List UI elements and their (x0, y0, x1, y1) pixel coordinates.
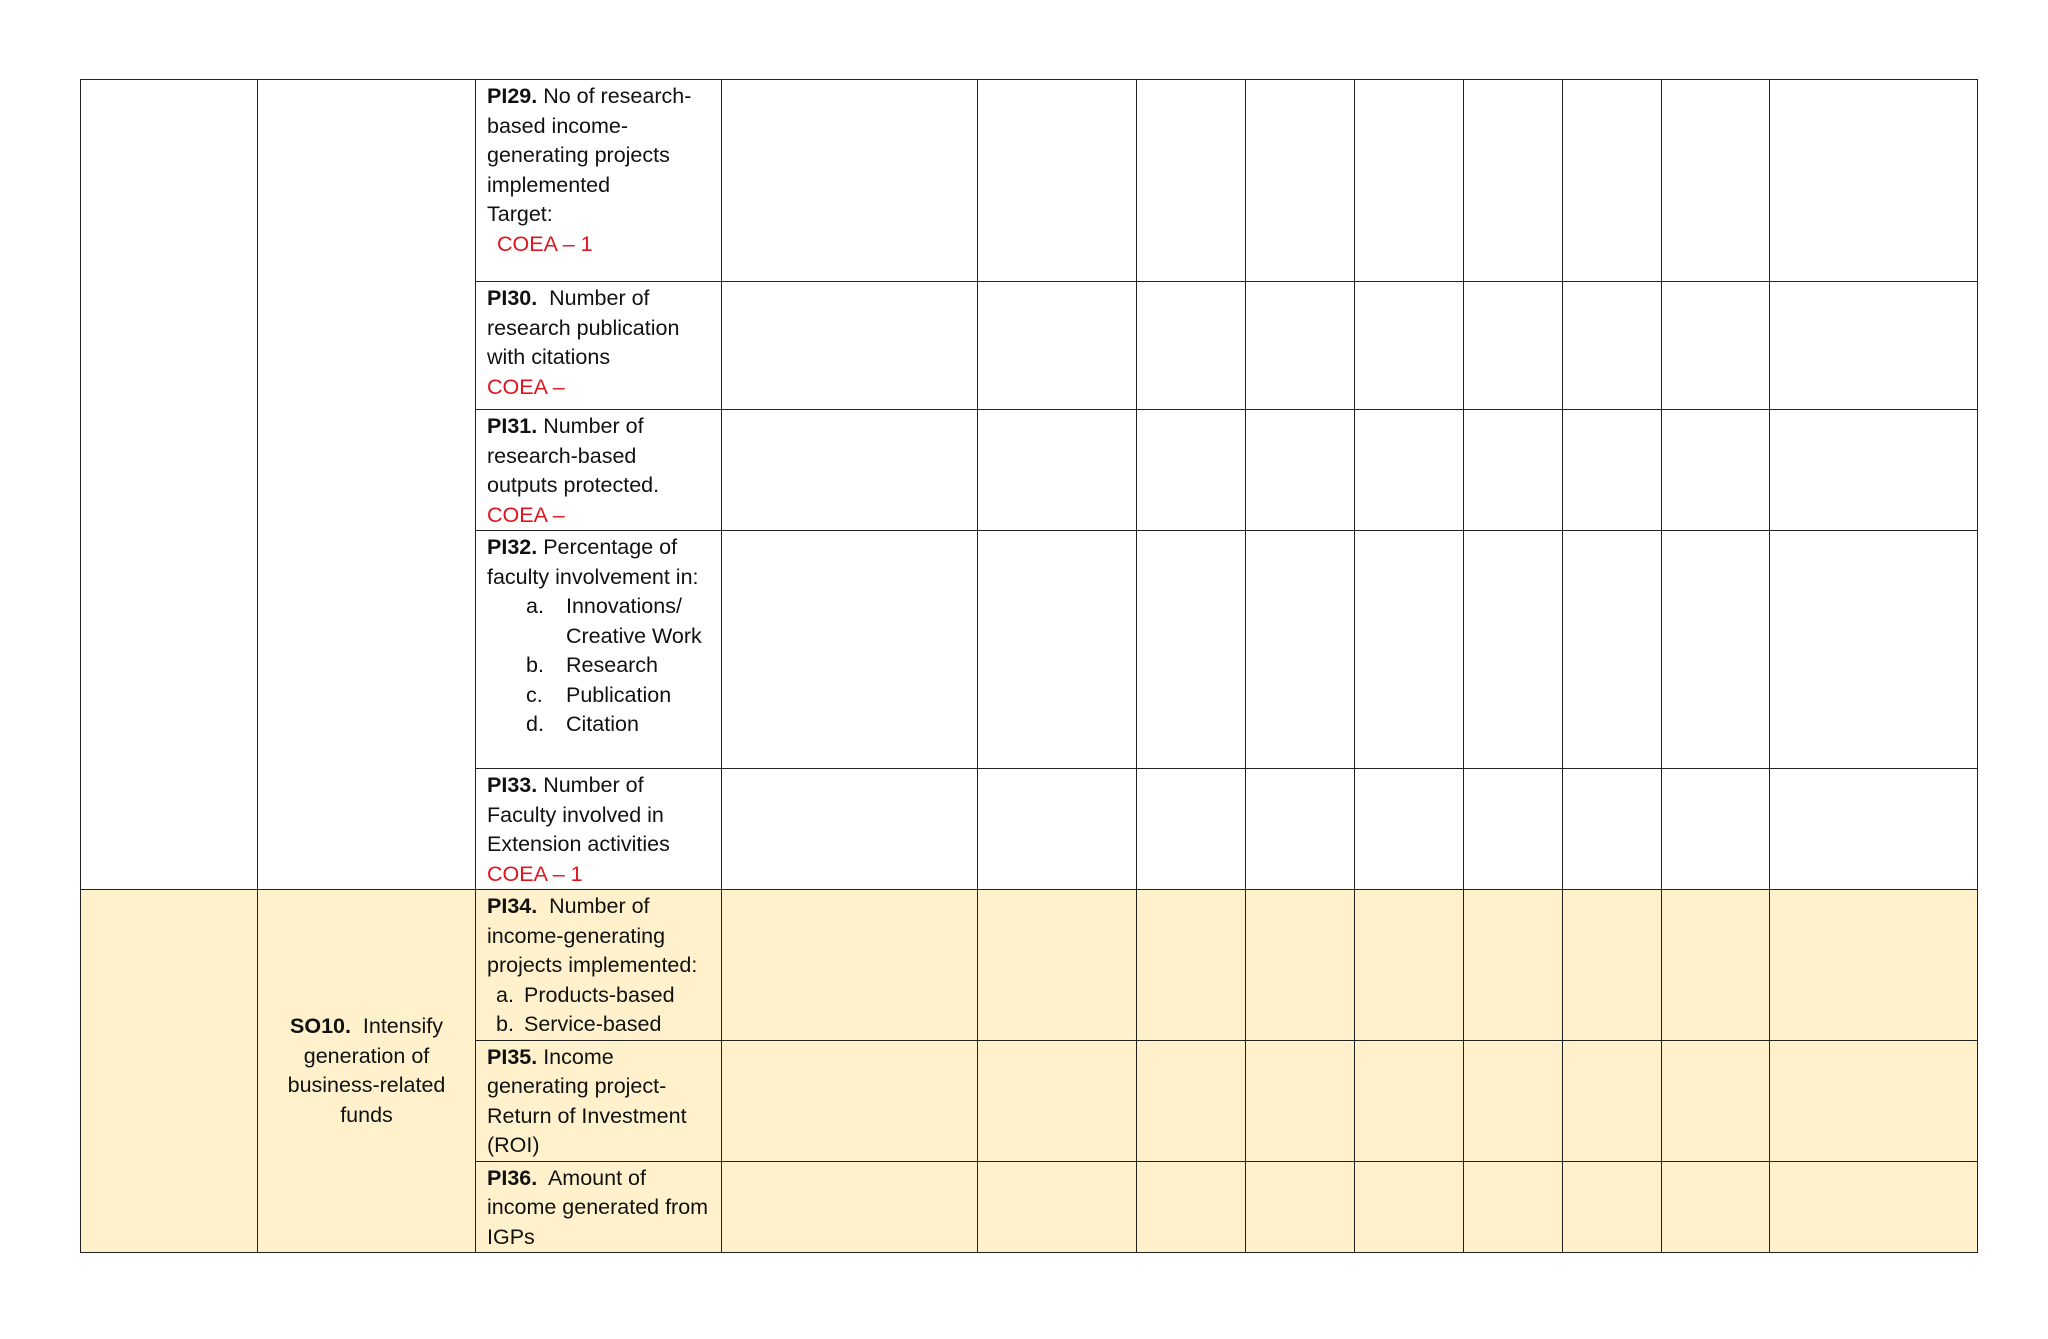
blank-cell (1770, 80, 1978, 282)
blank-cell (722, 769, 978, 890)
blank-cell (1464, 769, 1563, 890)
blank-cell (722, 80, 978, 282)
performance-indicator-table (80, 79, 1978, 1253)
blank-cell (1137, 890, 1246, 1041)
list-marker: a. (526, 594, 544, 618)
blank-cell (1464, 890, 1563, 1041)
pi-code: PI30. (487, 286, 538, 310)
blank-cell (1563, 80, 1662, 282)
list-marker: c. (526, 682, 543, 707)
blank-cell (1355, 531, 1464, 769)
pi30-cell (476, 282, 722, 410)
target-label: Target: (487, 202, 553, 226)
pi-code: PI36. (487, 1165, 538, 1190)
blank-cell (1137, 1161, 1246, 1253)
blank-cell (1355, 1161, 1464, 1253)
pi35-cell (476, 1040, 722, 1161)
blank-cell (1563, 769, 1662, 890)
blank-cell (1770, 282, 1978, 410)
blank-cell (978, 531, 1137, 769)
list-item-label: Innovations/ Creative Work (566, 594, 702, 648)
blank-cell (978, 890, 1137, 1041)
list-item-label: Products-based (524, 982, 675, 1007)
blank-cell (1355, 890, 1464, 1041)
blank-cell (1662, 80, 1770, 282)
blank-cell (1464, 282, 1563, 410)
list-marker: b. (526, 653, 544, 677)
list-item (487, 1010, 711, 1040)
list-item (487, 651, 711, 681)
blank-cell (1246, 80, 1355, 282)
blank-cell (1355, 410, 1464, 531)
pi-description: No of research-based income-generating projects implemented (487, 84, 692, 197)
blank-cell (1662, 890, 1770, 1041)
pi-code: PI29. (487, 84, 538, 108)
blank-cell (81, 80, 258, 890)
blank-cell (978, 282, 1137, 410)
list-item (487, 681, 711, 711)
blank-cell (1563, 1040, 1662, 1161)
blank-cell (1246, 890, 1355, 1041)
blank-cell (1770, 1161, 1978, 1253)
involvement-list (487, 592, 711, 740)
blank-cell (1770, 531, 1978, 769)
blank-cell (1770, 1040, 1978, 1161)
pi32-cell (476, 531, 722, 769)
blank-cell (1246, 410, 1355, 531)
strategic-objective-cell (258, 890, 476, 1253)
blank-cell (978, 769, 1137, 890)
blank-cell (978, 1040, 1137, 1161)
blank-cell (978, 80, 1137, 282)
pi36-cell (476, 1161, 722, 1253)
pi-description: Income generating project-Return of Investment (ROI) (487, 1044, 687, 1157)
blank-cell (1246, 1040, 1355, 1161)
blank-cell (258, 80, 476, 890)
blank-cell (1464, 410, 1563, 531)
blank-cell (1770, 769, 1978, 890)
pi29-cell (476, 80, 722, 282)
so-description: Intensify generation of business-related funds (287, 1014, 446, 1127)
pi-code: PI31. (487, 414, 538, 438)
blank-cell (1563, 410, 1662, 531)
table-row-pi34 (81, 890, 1978, 1041)
list-marker: a. (496, 982, 514, 1007)
list-item (487, 710, 711, 740)
list-item-label: Publication (566, 682, 672, 707)
blank-cell (1464, 1161, 1563, 1253)
pi-description: Number of Faculty involved in Extension activities (487, 773, 670, 856)
list-marker: b. (496, 1012, 514, 1036)
blank-cell (1355, 769, 1464, 890)
pi-description: Number of income-generating projects implemented: (487, 894, 698, 977)
blank-cell (722, 1040, 978, 1161)
pi-description: Number of research publication with citations (487, 286, 680, 369)
pi-description: Percentage of faculty involvement in: (487, 535, 699, 589)
pi-description: Amount of income generated from IGPs (487, 1165, 709, 1249)
blank-cell (1662, 410, 1770, 531)
coea-target: COEA – (487, 502, 565, 527)
blank-cell (1563, 282, 1662, 410)
blank-cell (1246, 282, 1355, 410)
table-row-pi29 (81, 80, 1978, 282)
project-type-list (487, 981, 711, 1040)
blank-cell (1563, 890, 1662, 1041)
pi33-cell (476, 769, 722, 890)
blank-cell (1662, 531, 1770, 769)
blank-cell (1137, 531, 1246, 769)
pi34-cell (476, 890, 722, 1041)
pi31-cell (476, 410, 722, 531)
blank-cell (1137, 80, 1246, 282)
blank-cell (978, 1161, 1137, 1253)
list-marker: d. (526, 712, 544, 736)
blank-cell (1770, 890, 1978, 1041)
coea-target: COEA – 1 (487, 861, 583, 886)
blank-cell (1246, 1161, 1355, 1253)
blank-cell (722, 1161, 978, 1253)
blank-cell (1246, 769, 1355, 890)
blank-cell (1355, 80, 1464, 282)
pi-code: PI32. (487, 535, 538, 559)
coea-target: COEA – (487, 374, 565, 399)
blank-cell (722, 890, 978, 1041)
list-item-label: Research (566, 653, 659, 677)
blank-cell (1137, 410, 1246, 531)
blank-cell (1464, 531, 1563, 769)
blank-cell (1662, 1040, 1770, 1161)
so-code: SO10. (290, 1014, 351, 1038)
blank-cell (722, 531, 978, 769)
blank-cell (1137, 769, 1246, 890)
blank-cell (1563, 1161, 1662, 1253)
blank-cell (1355, 1040, 1464, 1161)
blank-cell (722, 282, 978, 410)
blank-cell (1662, 282, 1770, 410)
blank-cell (1246, 531, 1355, 769)
coea-target: COEA – 1 (497, 231, 593, 256)
pi-code: PI33. (487, 773, 538, 797)
blank-cell (1662, 769, 1770, 890)
list-item-label: Service-based (524, 1012, 662, 1036)
pi-description: Number of research-based outputs protected. (487, 414, 660, 497)
blank-cell (1137, 1040, 1246, 1161)
blank-cell (1464, 1040, 1563, 1161)
blank-cell (1563, 531, 1662, 769)
blank-cell (978, 410, 1137, 531)
list-item (487, 981, 711, 1011)
blank-cell (1464, 80, 1563, 282)
list-item (487, 592, 711, 651)
blank-cell (722, 410, 978, 531)
pi-code: PI34. (487, 894, 538, 918)
pi-code: PI35. (487, 1044, 538, 1069)
blank-cell (1355, 282, 1464, 410)
list-item-label: Citation (566, 712, 639, 736)
blank-cell (81, 890, 258, 1253)
blank-cell (1770, 410, 1978, 531)
blank-cell (1662, 1161, 1770, 1253)
blank-cell (1137, 282, 1246, 410)
